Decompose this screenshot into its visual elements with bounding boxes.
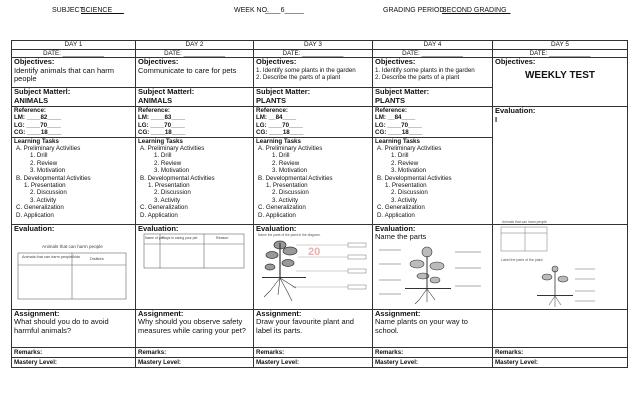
date-cell: DATE: ____________ — [254, 50, 373, 58]
task-line: 2. Discussion — [391, 189, 428, 197]
ref-cg: CG: ____18____ — [256, 129, 304, 137]
plan-header — [0, 7, 638, 19]
week-value: ____6_____ — [265, 7, 304, 14]
task-line: A. Preliminary Activities — [16, 145, 81, 153]
day5-header: DAY 5 — [493, 41, 628, 50]
mastery-cell: Mastery Level: — [12, 357, 136, 367]
day2-header: DAY 2 — [136, 41, 254, 50]
evaluation-cell — [12, 224, 136, 309]
reference-label: Reference: — [14, 107, 46, 114]
subject-matter-value: PLANTS — [256, 95, 286, 105]
subject-value: SCIENCE___ — [81, 7, 124, 14]
watermark-number: 20 — [308, 246, 321, 259]
week-label: WEEK NO. — [234, 7, 270, 14]
sheet-caption: Label the parts of the plant. — [501, 257, 544, 262]
mastery-cell: Mastery Level: — [136, 357, 254, 367]
remarks-cell: Remarks: — [373, 347, 493, 357]
task-line: C. Generalization — [140, 204, 188, 212]
ref-cg: CG: ____18____ — [14, 129, 62, 137]
weekly-test-title: WEEKLY TEST — [524, 69, 595, 81]
task-line: 1. Presentation — [385, 182, 427, 190]
task-line: 3. Motivation — [154, 167, 190, 175]
task-line: 3. Motivation — [391, 167, 427, 175]
sheet-caption: Name the parts of the plant in the diagram. — [258, 233, 321, 238]
task-line: C. Generalization — [258, 204, 306, 212]
objectives-label: Objectives: — [375, 57, 416, 66]
evaluation-cell — [493, 219, 628, 309]
subject-matter-label: Subject Matterl: — [14, 87, 71, 96]
task-line: 1. Presentation — [266, 182, 308, 190]
ref-lm: LM: __84____ — [256, 114, 297, 122]
plant-parts-image — [375, 242, 489, 306]
subject-matter-label: Subject Matter: — [256, 87, 311, 96]
objective-text: Communicate to care for pets — [138, 65, 237, 75]
objective-text: Identify animals that can harm people — [14, 65, 115, 83]
grading-value: SECOND GRADING_ — [442, 7, 511, 14]
task-line: 3. Motivation — [30, 167, 66, 175]
remarks-cell: Remarks: — [12, 347, 136, 357]
assignment-text: Why should you observe safety measures while caring your pet? — [138, 317, 246, 335]
evaluation-label: Evaluation: — [495, 106, 536, 115]
assignment-label: Assignment: — [256, 308, 302, 318]
task-line: C. Generalization — [377, 204, 425, 212]
remarks-row — [12, 347, 628, 357]
task-line: 1. Drill — [154, 152, 172, 160]
remarks-cell: Remarks: — [493, 347, 628, 357]
ref-lm: LM: ____83____ — [138, 114, 186, 122]
ref-lg: LG: ____70____ — [375, 121, 422, 129]
evaluation-instruction: Name the parts — [375, 232, 427, 242]
pets-worksheet-image — [138, 233, 250, 305]
task-line: 1. Drill — [272, 152, 290, 160]
assignment-text: Name plants on your way to school. — [375, 317, 468, 335]
sheet-col-header: Animals that can harm people/kids — [22, 255, 81, 260]
mastery-cell: Mastery Level: — [493, 357, 628, 367]
assignment-label: Assignment: — [14, 308, 60, 318]
reference-row — [12, 107, 628, 138]
task-line: B. Developmental Activities — [258, 174, 333, 182]
subject-label: SUBJECT: — [52, 7, 86, 14]
reference-label: Reference: — [138, 107, 170, 114]
reference-label: Reference: — [375, 107, 407, 114]
sheet-title: Animals that can harm people — [502, 219, 547, 224]
task-line: 1. Presentation — [24, 182, 66, 190]
objective-text: 1. Identify some plants in the garden — [375, 66, 475, 74]
task-line: 1. Drill — [391, 152, 409, 160]
task-line: 2. Discussion — [30, 189, 67, 197]
learning-tasks-cell — [136, 137, 254, 224]
task-line: 1. Presentation — [148, 182, 190, 190]
reference-label: Reference: — [256, 107, 288, 114]
objective-text: 1. Identify some plants in the garden — [256, 66, 356, 74]
objective-text: 2. Describe the parts of a plant — [256, 73, 341, 81]
learning-tasks-cell — [373, 137, 493, 224]
task-line: B. Developmental Activities — [377, 174, 452, 182]
objectives-label: Objectives: — [495, 57, 536, 66]
objectives-label: Objectives: — [138, 57, 179, 66]
task-line: 3. Activity — [30, 196, 57, 204]
task-line: 2. Review — [272, 159, 300, 167]
subject-matter-value: PLANTS — [375, 95, 405, 105]
sheet-col-header: Reason — [216, 236, 229, 241]
learning-tasks-cell — [12, 137, 136, 224]
task-line: B. Developmental Activities — [16, 174, 91, 182]
date-row — [12, 50, 628, 58]
mastery-row — [12, 357, 628, 367]
assignment-label: Assignment: — [138, 308, 184, 318]
lesson-plan-table — [11, 40, 628, 368]
task-line: D. Application — [258, 211, 296, 219]
day4-header: DAY 4 — [373, 41, 493, 50]
task-line: D. Application — [140, 211, 178, 219]
objectives-row — [12, 58, 628, 88]
task-line: C. Generalization — [16, 204, 64, 212]
learning-tasks-label: Learning Tasks — [138, 137, 183, 145]
subject-matter-label: Subject Matter: — [375, 87, 430, 96]
task-line: 3. Activity — [272, 196, 299, 204]
task-line: D. Application — [16, 211, 54, 219]
date-cell: DATE: ____________ — [136, 50, 254, 58]
mastery-cell: Mastery Level: — [373, 357, 493, 367]
ref-lg: LG: ____70____ — [14, 121, 61, 129]
sheet-col-header: Name of pet — [145, 236, 164, 241]
ref-cg: CG: ____18____ — [138, 129, 186, 137]
assignment-row — [12, 309, 628, 347]
task-line: D. Application — [377, 211, 415, 219]
task-line: 3. Motivation — [272, 167, 308, 175]
ref-lg: LG: ____70____ — [138, 121, 185, 129]
day1-header: DAY 1 — [12, 41, 136, 50]
learning-tasks-label: Learning Tasks — [14, 137, 59, 145]
subject-matter-value: ANIMALS — [14, 95, 49, 105]
sheet-col-header: Ways in caring your pet — [162, 236, 198, 241]
task-line: A. Preliminary Activities — [258, 145, 323, 153]
animals-worksheet-image — [14, 233, 132, 305]
date-cell: DATE: ____________ — [12, 50, 136, 58]
day-row — [12, 41, 628, 50]
sheet-title: Animals that can harm people — [42, 244, 103, 250]
task-line: A. Preliminary Activities — [140, 145, 205, 153]
learning-tasks-label: Learning Tasks — [256, 137, 301, 145]
task-line: 1. Drill — [30, 152, 48, 160]
objective-text: 2. Describe the parts of a plant — [375, 73, 460, 81]
task-line: B. Developmental Activities — [140, 174, 215, 182]
evaluation-cell — [136, 224, 254, 309]
grading-label: GRADING PERIOD: — [383, 7, 447, 14]
evaluation-label: Evaluation: — [375, 223, 416, 233]
task-line: 3. Activity — [154, 196, 181, 204]
objectives-label: Objectives: — [14, 57, 55, 66]
task-line: 2. Review — [154, 159, 182, 167]
evaluation-label: Evaluation: — [256, 223, 297, 233]
task-line: 2. Discussion — [272, 189, 309, 197]
task-line: 3. Activity — [391, 196, 418, 204]
plant-diagram-image — [256, 233, 370, 307]
remarks-cell: Remarks: — [136, 347, 254, 357]
task-line: 2. Review — [30, 159, 58, 167]
subject-matter-value: ANIMALS — [138, 95, 173, 105]
evaluation-cell — [254, 224, 373, 309]
learning-tasks-cell — [254, 137, 373, 224]
task-line: 2. Discussion — [154, 189, 191, 197]
ref-lm: LM: ____82____ — [14, 114, 62, 122]
assignment-text: What should you do to avoid harmful animals? — [14, 317, 109, 335]
objectives-label: Objectives: — [256, 57, 297, 66]
date-cell: DATE: ____________ — [373, 50, 493, 58]
evaluation-label: Evaluation: — [138, 223, 179, 233]
subject-matter-label: Subject Matterl: — [138, 87, 195, 96]
remarks-cell: Remarks: — [254, 347, 373, 357]
task-line: 2. Review — [391, 159, 419, 167]
weekly-test-worksheet-image — [495, 219, 625, 309]
sheet-col-header: Dislikes — [90, 256, 104, 262]
task-line: A. Preliminary Activities — [377, 145, 442, 153]
assignment-text: Draw your favourite plant and label its parts. — [256, 317, 354, 335]
mastery-cell: Mastery Level: — [254, 357, 373, 367]
day3-header: DAY 3 — [254, 41, 373, 50]
ref-cg: CG: ____18____ — [375, 129, 423, 137]
ref-lg: LG: ____70____ — [256, 121, 303, 129]
assignment-empty — [493, 309, 628, 347]
evaluation-cell — [373, 224, 493, 309]
learning-tasks-label: Learning Tasks — [375, 137, 420, 145]
evaluation-mark: I — [495, 114, 498, 124]
evaluation-row — [12, 224, 628, 309]
date-cell: DATE: ____________ — [493, 50, 628, 58]
assignment-label: Assignment: — [375, 308, 421, 318]
ref-lm: LM: __84____ — [375, 114, 416, 122]
evaluation-label: Evaluation: — [14, 223, 55, 233]
